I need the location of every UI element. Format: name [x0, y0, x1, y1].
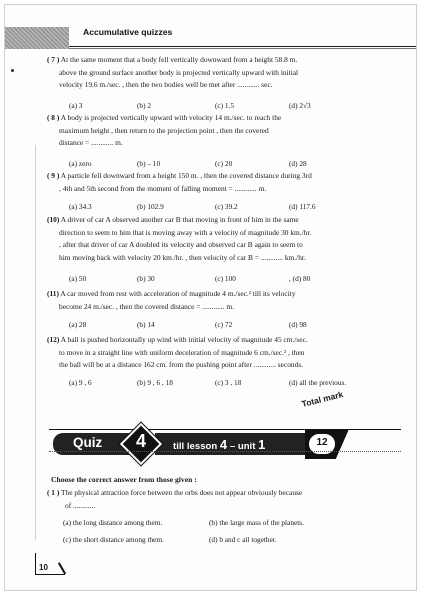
- quiz-score: 12: [316, 437, 328, 448]
- question-7: [47, 54, 387, 92]
- option-a[interactable]: (a) 3: [69, 101, 83, 110]
- question-10: [47, 214, 387, 264]
- options-row: [69, 202, 389, 213]
- question-text: velocity 19.6 m./sec. , then the two bodies well be met after ............ sec.: [59, 80, 273, 90]
- quiz-lesson-number: 4: [219, 437, 228, 452]
- question-number: (10): [47, 215, 60, 224]
- question-text: A body is projected vertically upward with velocity 14 m./sec. to reach the: [60, 113, 282, 122]
- option-b[interactable]: (b) 102.9: [137, 202, 164, 211]
- option-d[interactable]: (d) 2√3: [289, 101, 311, 110]
- question-text: above the ground surface another body is projected vertically upward with initial: [59, 67, 299, 77]
- quiz-number: 4: [135, 431, 146, 451]
- question-9: [47, 170, 387, 195]
- quiz-scope: [173, 437, 265, 452]
- option-b[interactable]: (b) 30: [137, 274, 155, 283]
- question-number: ( 7 ): [47, 55, 60, 64]
- question-text: A driver of car A observed another car B that moving in front of him in the same: [60, 215, 299, 224]
- option-d[interactable]: , (d) 80: [289, 274, 311, 283]
- option-b[interactable]: (b) 9 , 6 , 18: [137, 378, 173, 387]
- question-text: A particle fell downward from a height 150 m. , then the covered distance during 3rd: [60, 171, 312, 180]
- option-d[interactable]: (d) 28: [289, 159, 307, 168]
- option-b[interactable]: (b) the large mass of the planets.: [209, 518, 304, 527]
- question-number: (11): [47, 289, 59, 298]
- page-number-slash: [58, 562, 66, 574]
- option-b[interactable]: (b) 14: [137, 320, 155, 329]
- option-c[interactable]: (c) the short distance among them.: [63, 535, 164, 544]
- margin-line: [35, 145, 36, 540]
- option-d[interactable]: (d) 117.6: [289, 202, 316, 211]
- quiz-unit-text: – unit: [229, 441, 256, 452]
- header-pattern-bar: [5, 27, 69, 49]
- option-b[interactable]: (b) – 10: [137, 159, 161, 168]
- options-row: [69, 274, 389, 285]
- question-text: to move in a straight line with uniform deceleration of magnitude 6 cm./sec.² , then: [59, 347, 305, 357]
- options-row: [69, 378, 389, 389]
- quiz-till-text: till lesson: [173, 441, 218, 452]
- header-rule: [69, 46, 417, 47]
- header-title: Accumulative quizzes: [83, 27, 173, 37]
- question-text: of ............: [65, 500, 96, 510]
- question-text: A ball is pushed horizontally up wind with initial velocity of magnitude 45 cm./sec.: [60, 335, 308, 344]
- quiz-dotted-rule: [49, 451, 401, 452]
- question-12: [47, 334, 387, 372]
- question-text: A car moved from rest with acceleration of magnitude 4 m./sec.² till its velocity: [60, 289, 296, 298]
- option-a[interactable]: (a) 34.3: [69, 202, 92, 211]
- options-row: [69, 101, 389, 112]
- option-d[interactable]: (d) all the previous.: [289, 378, 347, 387]
- question-text: , 4th and 5th second from the moment of falling moment = ............ m.: [59, 183, 267, 193]
- question-text: the ball will be at a distance 162 cm. from the pushing point after ............ seconds.: [59, 360, 304, 370]
- option-c[interactable]: (c) 1.5: [215, 101, 235, 110]
- header-rule-thin: [69, 48, 417, 49]
- question-text: distance = ............ m.: [59, 138, 123, 148]
- page-number: 10: [39, 563, 48, 572]
- question-11: [47, 288, 387, 313]
- option-c[interactable]: (c) 100: [215, 274, 236, 283]
- quiz-label: Quiz: [73, 435, 103, 450]
- option-c[interactable]: (c) 3 , 18: [215, 378, 242, 387]
- question-8: [47, 112, 387, 150]
- options-row: [69, 320, 389, 331]
- option-a[interactable]: (a) zero: [69, 159, 92, 168]
- option-a[interactable]: (a) the long distance among them.: [63, 518, 163, 527]
- question-text: direction to seem to him that is moving away with a velocity of magnitude 30 km./hr.: [59, 227, 312, 237]
- question-text: , after that driver of car A doubled its velocity and observed car B again to seem to: [59, 240, 303, 250]
- page-number-rule: [35, 553, 36, 575]
- option-a[interactable]: (a) 28: [69, 320, 87, 329]
- instruction-text: Choose the correct answer from those given :: [51, 475, 197, 484]
- option-c[interactable]: (c) 72: [215, 320, 233, 329]
- option-d[interactable]: (d) b and c all together.: [209, 535, 277, 544]
- question-number: ( 1 ): [47, 488, 60, 497]
- option-b[interactable]: (b) 2: [137, 101, 151, 110]
- question-text: At the same moment that a body fell vertically downward from a height 58.8 m.: [60, 55, 298, 64]
- page: [4, 4, 417, 591]
- option-a[interactable]: (a) 50: [69, 274, 87, 283]
- quiz-unit-number: 1: [258, 437, 266, 452]
- question-number: (12): [47, 335, 60, 344]
- page-number-underline: [35, 574, 65, 575]
- options-row: [69, 159, 389, 170]
- question-text: The physical attraction force between the orbs does not appear obviously because: [61, 488, 303, 497]
- question-number: ( 9 ): [47, 171, 60, 180]
- quiz-question-1: [47, 487, 387, 512]
- question-text: maximum height , then return to the projection point , then the covered: [59, 125, 269, 135]
- option-d[interactable]: (d) 98: [289, 320, 307, 329]
- option-c[interactable]: (c) 39.2: [215, 202, 238, 211]
- option-a[interactable]: (a) 9 , 6: [69, 378, 92, 387]
- question-text: become 24 m./sec. , then the covered distance = ............ m.: [59, 301, 234, 311]
- options-row: [63, 518, 383, 529]
- total-mark-label: Total mark: [300, 389, 345, 409]
- margin-dot: [11, 69, 14, 72]
- question-number: ( 8 ): [47, 113, 60, 122]
- question-text: him moving back with velocity 20 km./hr. , then velocity of car B = ............ km./hr.: [59, 252, 306, 262]
- option-c[interactable]: (c) 20: [215, 159, 233, 168]
- options-row: [63, 535, 383, 546]
